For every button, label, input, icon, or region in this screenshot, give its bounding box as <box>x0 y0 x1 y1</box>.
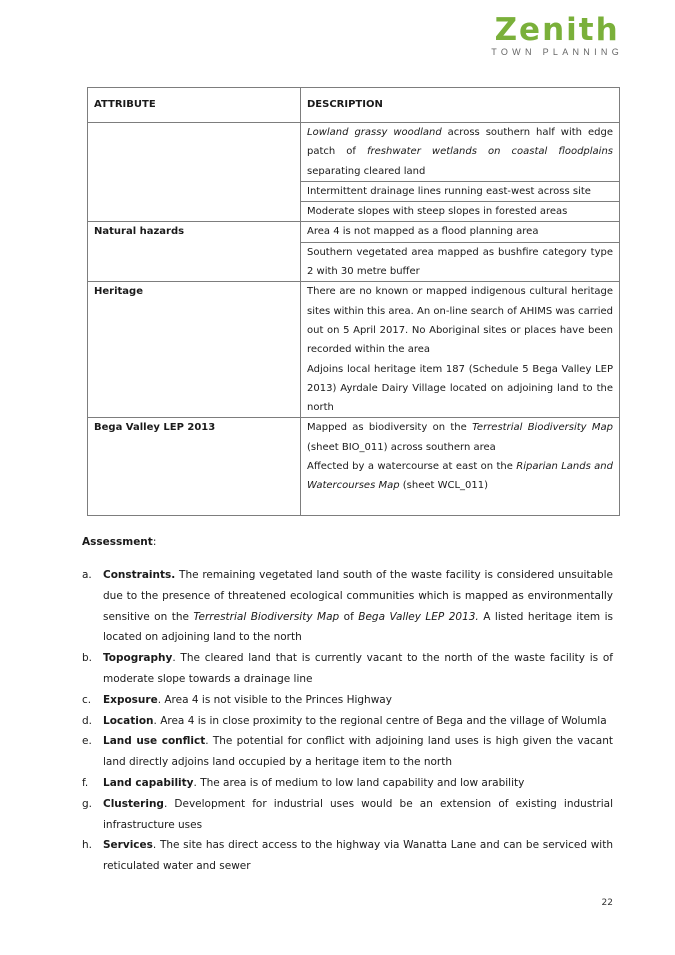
header-description: DESCRIPTION <box>301 88 620 123</box>
assessment-item <box>82 565 613 648</box>
text-run: (sheet BIO_011) across southern area <box>307 441 496 453</box>
list-marker: a. <box>82 569 92 581</box>
assessment-item <box>82 835 613 877</box>
text-run: Adjoins local heritage item 187 (Schedule 5 Bega Valley LEP 2013) Ayrdale Dairy Village located on adjoining land to the north <box>307 363 613 414</box>
item-label: Land capability <box>103 776 194 789</box>
assessment-item <box>82 794 613 836</box>
item-label: Land use conflict <box>103 735 206 748</box>
item-label: Services <box>103 839 153 852</box>
table-row <box>88 202 620 222</box>
item-label: Constraints. <box>103 569 176 581</box>
description-cell <box>301 418 620 515</box>
text-run: A listed heritage item is located on adjoining land to the north <box>103 610 614 644</box>
attribute-cell <box>88 181 301 201</box>
table-header-row <box>88 88 620 123</box>
description-paragraph <box>307 243 613 282</box>
list-marker: c. <box>82 693 92 706</box>
logo <box>491 14 623 57</box>
text-run: . The area is of medium to low land capability and low arability <box>193 776 525 789</box>
description-paragraph <box>307 282 613 359</box>
attribute-cell <box>88 202 301 222</box>
list-marker: d. <box>82 714 93 727</box>
table-row <box>88 282 620 418</box>
attribute-table <box>87 87 620 516</box>
description-paragraph <box>307 202 613 221</box>
attribute-cell: Heritage <box>88 282 301 418</box>
attribute-cell: Natural hazards <box>88 222 301 242</box>
text-run: separating cleared land <box>307 165 426 177</box>
list-marker: e. <box>82 735 92 748</box>
page-number: 22 <box>601 898 613 908</box>
text-run: . Area 4 is not visible to the Princes Highway <box>157 693 392 706</box>
item-label: Clustering <box>103 797 164 810</box>
assessment-heading: Assessment: <box>82 536 157 548</box>
text-run: . The potential for conflict with adjoining land uses is high given the vacant land directly adjoins land occupied by a heritage item to the north <box>103 735 613 769</box>
list-marker: g. <box>82 797 93 810</box>
text-run: Lowland grassy woodland <box>307 127 442 138</box>
text-run: There are no known or mapped indigenous cultural heritage sites within this area. An on-line search of AHIMS was carried out on 5 April 2017. No Aboriginal sites or places have been recorded within the area <box>307 286 614 356</box>
assessment-list <box>82 565 613 877</box>
logo-tagline: TOWN PLANNING <box>491 47 623 57</box>
assessment-item <box>82 773 613 794</box>
item-label: Location <box>103 714 154 727</box>
description-cell <box>301 181 620 201</box>
table-row <box>88 181 620 201</box>
description-cell <box>301 123 620 182</box>
description-paragraph <box>307 457 613 496</box>
attribute-cell <box>88 242 301 282</box>
text-run: . Development for industrial uses would be an extension of existing industrial infrastructure uses <box>103 797 613 831</box>
text-run: Affected by a watercourse at east on the <box>307 461 517 473</box>
table-row <box>88 123 620 182</box>
description-paragraph <box>307 360 613 418</box>
text-run: . The cleared land that is currently vacant to the north of the waste facility is of moderate slope towards a drainage line <box>103 652 613 685</box>
text-run: Mapped as biodiversity on the <box>307 422 473 434</box>
description-cell <box>301 202 620 222</box>
item-label: Exposure <box>103 693 158 706</box>
item-label: Topography <box>103 652 173 665</box>
assessment-item <box>82 711 613 732</box>
table-row <box>88 222 620 242</box>
description-paragraph <box>307 222 613 241</box>
assessment-item <box>82 648 613 690</box>
text-run: across southern half with edge patch of <box>307 127 613 158</box>
list-marker: h. <box>82 839 92 852</box>
assessment-item <box>82 690 613 711</box>
table-row <box>88 242 620 282</box>
text-run: Bega Valley LEP 2013. <box>358 610 479 623</box>
assessment-item <box>82 731 613 773</box>
description-cell <box>301 222 620 242</box>
table-row <box>88 418 620 515</box>
attribute-cell <box>88 123 301 182</box>
text-run: Intermittent drainage lines running east-west across site <box>307 185 591 197</box>
list-marker: f. <box>82 776 89 789</box>
logo-wordmark: Zenith <box>494 12 620 48</box>
text-run: Terrestrial Biodiversity Map <box>193 610 340 623</box>
description-paragraph <box>307 418 613 457</box>
text-run: of <box>339 610 359 623</box>
description-cell <box>301 242 620 282</box>
description-cell <box>301 282 620 418</box>
text-run: Southern vegetated area mapped as bushfire category type 2 with 30 metre buffer <box>307 246 613 278</box>
text-run: . The site has direct access to the highway via Wanatta Lane and can be serviced with reticulated water and sewer <box>103 839 613 873</box>
attribute-cell: Bega Valley LEP 2013 <box>88 418 301 515</box>
text-run: Moderate slopes with steep slopes in forested areas <box>307 206 568 218</box>
text-run: . Area 4 is in close proximity to the regional centre of Bega and the village of Wolumla <box>153 714 607 727</box>
text-run: (sheet WCL_011) <box>399 480 489 492</box>
header-attribute: ATTRIBUTE <box>88 88 301 123</box>
text-run: Terrestrial Biodiversity Map <box>472 422 613 434</box>
text-run: Riparian Lands and Watercourses Map <box>307 461 613 492</box>
text-run: Area 4 is not mapped as a flood planning area <box>307 226 539 238</box>
description-paragraph <box>307 123 613 181</box>
text-run: The remaining vegetated land south of the waste facility is considered unsuitable due to the presence of threatened ecological communities which is mapped as environmentally sensitive on the <box>103 569 613 623</box>
description-paragraph <box>307 182 613 201</box>
list-marker: b. <box>82 652 93 665</box>
text-run: freshwater wetlands on coastal floodplains <box>367 146 613 158</box>
